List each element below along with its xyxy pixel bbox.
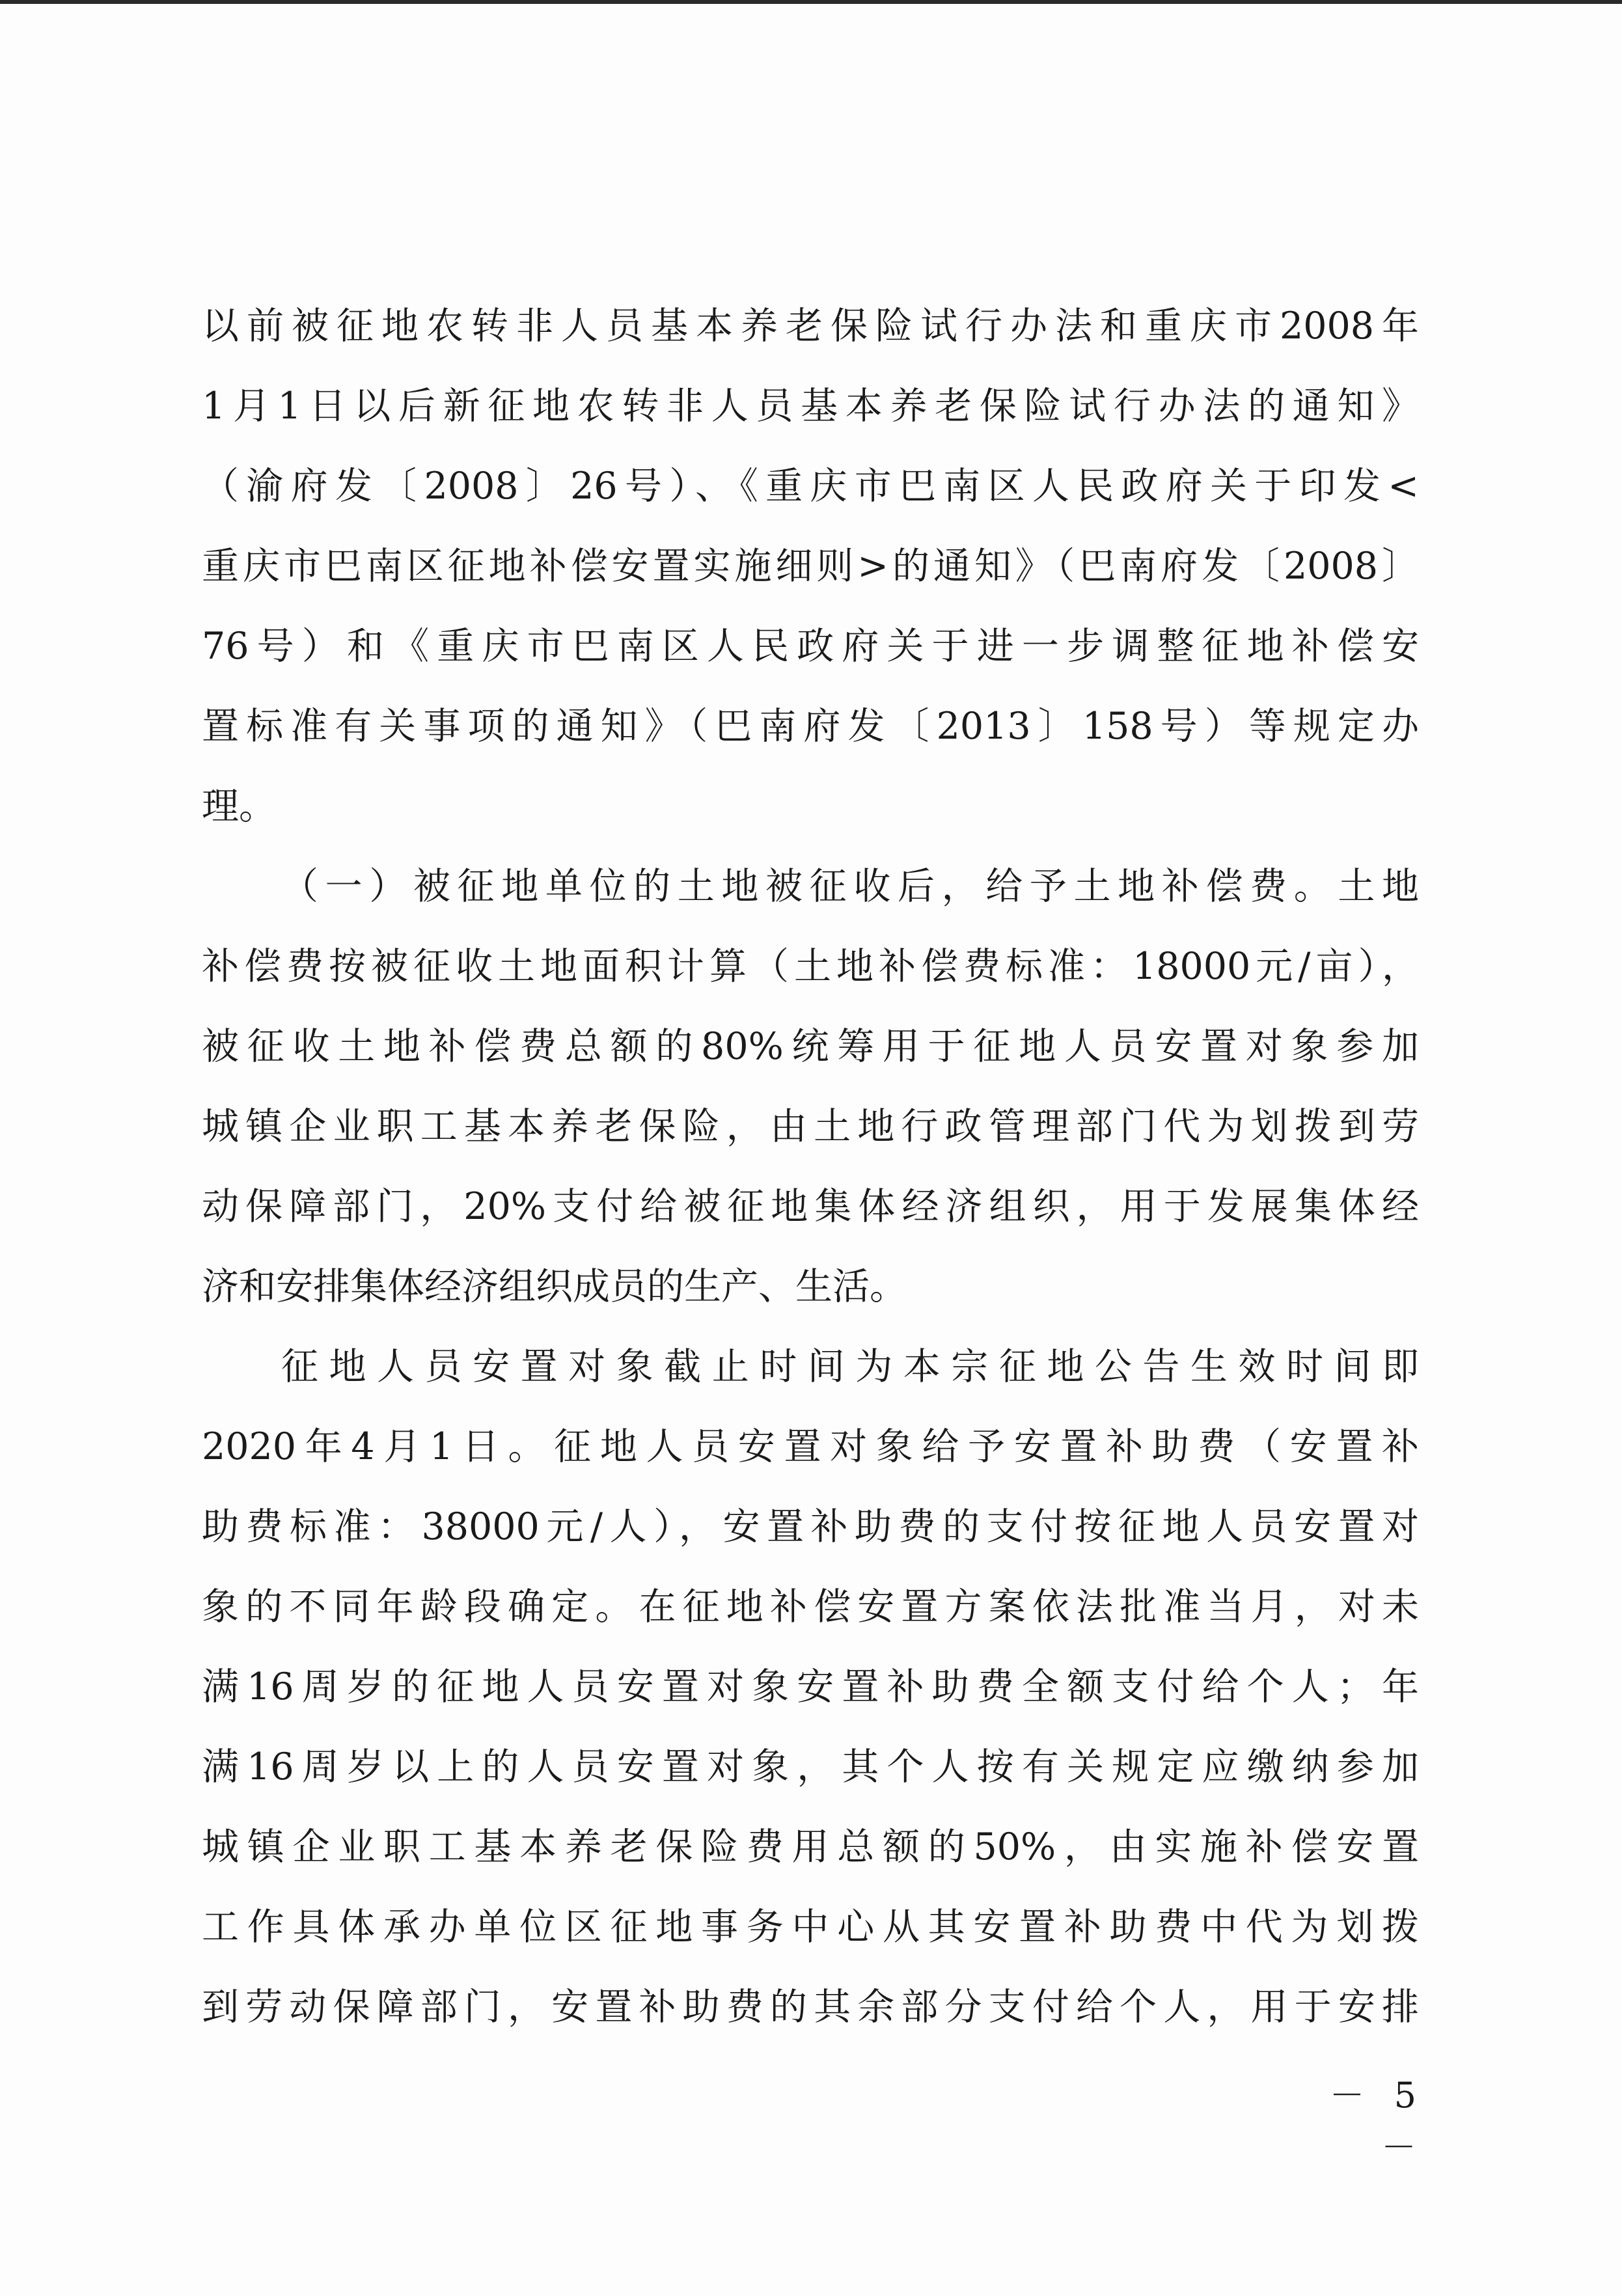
text-line: 被征收土地补偿费总额的80%统筹用于征地人员安置对象参加 [202,1025,1419,1068]
text-line: 理。 [202,785,276,828]
paragraph-first-line: （一）被征地单位的土地被征收后，给予土地补偿费。土地 [281,865,1419,908]
text-line: 置标准有关事项的通知》（巴南府发〔2013〕158号）等规定办 [202,705,1419,748]
text-line: 补偿费按被征收土地面积计算（土地补偿费标准：18000元/亩）， [202,945,1419,988]
text-line: 76号）和《重庆市巴南区人民政府关于进一步调整征地补偿安 [202,625,1419,668]
text-line: 象的不同年龄段确定。在征地补偿安置方案依法批准当月，对未 [202,1585,1419,1628]
text-line: 满16周岁的征地人员安置对象安置补助费全额支付给个人；年 [202,1665,1419,1708]
text-line: 满16周岁以上的人员安置对象，其个人按有关规定应缴纳参加 [202,1745,1419,1788]
scan-top-edge [0,0,1622,4]
text-line: 工作具体承办单位区征地事务中心从其安置补助费中代为划拨 [202,1906,1419,1948]
document-body [202,286,1419,2047]
text-line: 1月1日以后新征地农转非人员基本养老保险试行办法的通知》 [202,385,1419,428]
text-line: 重庆市巴南区征地补偿安置实施细则>的通知》（巴南府发〔2008〕 [202,545,1419,588]
text-line: 城镇企业职工基本养老保险费用总额的50%，由实施补偿安置 [202,1825,1419,1868]
text-line: 到劳动保障部门，安置补助费的其余部分支付给个人，用于安排 [202,1986,1419,2029]
text-line: 以前被征地农转非人员基本养老保险试行办法和重庆市2008年 [202,305,1419,348]
paragraph-first-line: 征地人员安置对象截止时间为本宗征地公告生效时间即 [281,1345,1419,1388]
text-line: 动保障部门，20%支付给被征地集体经济组织，用于发展集体经 [202,1185,1419,1228]
text-line: 城镇企业职工基本养老保险，由土地行政管理部门代为划拨到劳 [202,1105,1419,1148]
text-line: 助费标准：38000元/人），安置补助费的支付按征地人员安置对 [202,1505,1419,1548]
text-line: 济和安排集体经济组织成员的生产、生活。 [202,1265,907,1308]
text-line: 2020年4月1日。征地人员安置对象给予安置补助费（安置补 [202,1425,1419,1468]
text-line: （渝府发〔2008〕26号）、《重庆市巴南区人民政府关于印发< [202,465,1419,508]
page-number: － 5 － [1329,2075,1425,2168]
